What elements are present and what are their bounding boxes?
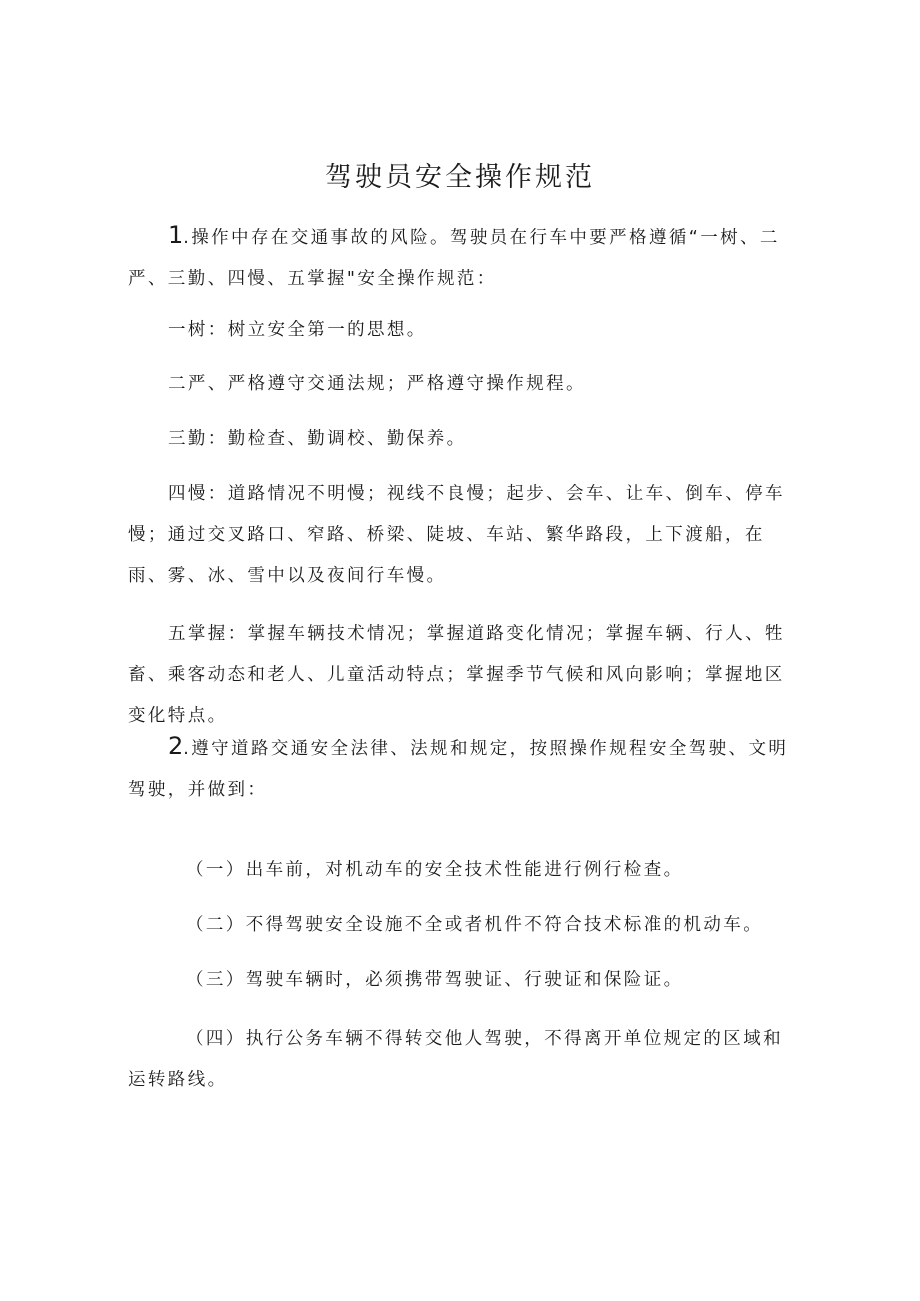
rule-yishu: 一树：树立安全第一的思想。 [168, 320, 427, 340]
rule-wuzhangwo: 五掌握：掌握车辆技术情况；掌握道路变化情况；掌握车辆、行人、牲畜、乘客动态和老人、儿童活动特点；掌握季节气候和风向影响；掌握地区变化特点。 [128, 624, 785, 726]
section-1-text: .操作中存在交通事故的风险。驾驶员在行车中要严格遵循“一树、二严、三勤、四慢、五掌握"安全操作规范： [128, 228, 780, 289]
requirement-4: （四）执行公务车辆不得转交他人驾驶，不得离开单位规定的区域和运转路线。 [128, 1029, 783, 1090]
requirement-1: （一）出车前，对机动车的安全技术性能进行例行检查。 [186, 860, 684, 880]
section-2-text: .遵守道路交通安全法律、法规和规定，按照操作规程安全驾驶、文明驾驶，并做到： [128, 739, 789, 800]
requirement-3: （三）驾驶车辆时，必须携带驾驶证、行驶证和保险证。 [186, 970, 684, 990]
section-1-number: 1 [168, 221, 184, 249]
rule-sanqin: 三勤：勤检查、勤调校、勤保养。 [168, 429, 467, 449]
section-2-intro [128, 726, 792, 811]
section-2-number: 2 [168, 732, 184, 760]
rule-eryan: 二严、严格遵守交通法规；严格遵守操作规程。 [168, 374, 586, 394]
section-1-intro [128, 215, 792, 300]
document-title: 驾驶员安全操作规范 [325, 162, 595, 193]
requirement-2: （二）不得驾驶安全设施不全或者机件不符合技术标准的机动车。 [186, 915, 764, 935]
rule-siman: 四慢：道路情况不明慢；视线不良慢；起步、会车、让车、倒车、停车慢；通过交叉路口、窄路、桥梁、陡坡、车站、繁华路段，上下渡船，在雨、雾、冰、雪中以及夜间行车慢。 [128, 484, 785, 586]
